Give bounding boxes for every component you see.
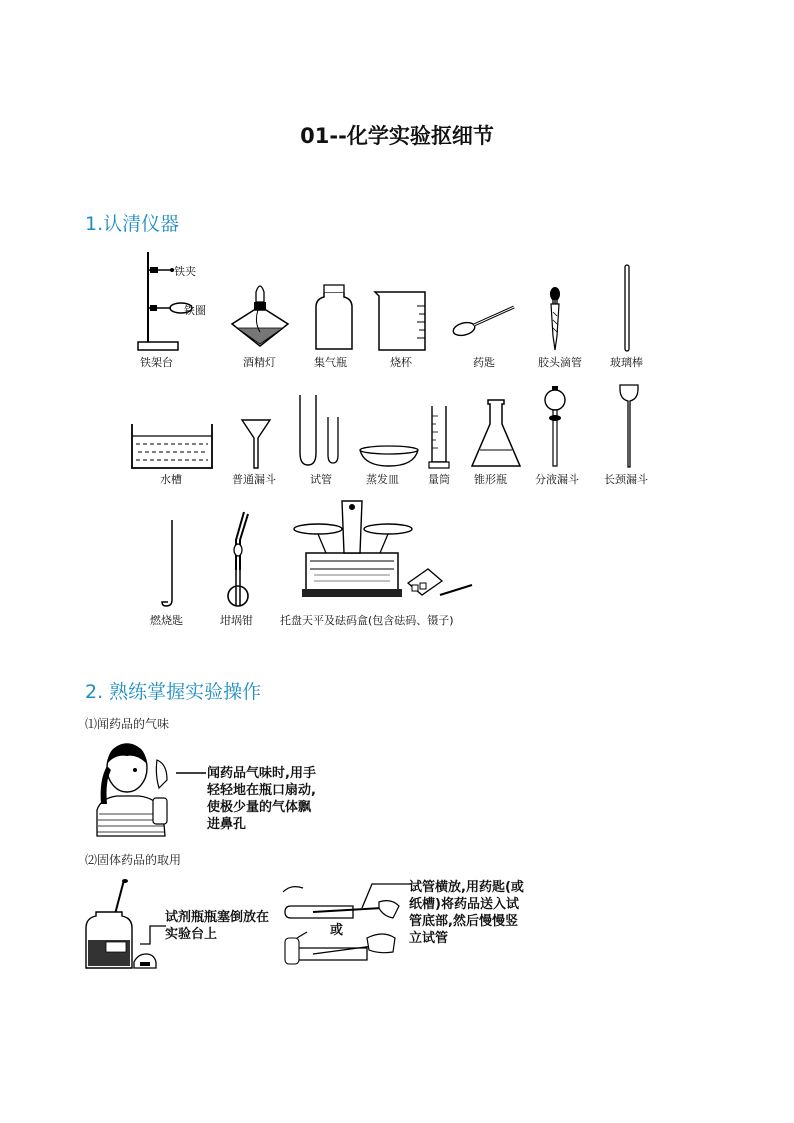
note-line: 实验台上	[165, 927, 218, 942]
instrument-label: 烧杯	[390, 356, 412, 369]
instrument-label: 试管	[310, 473, 332, 486]
or-text: 或	[330, 923, 344, 938]
note-line: 闻药品气味时,用手	[207, 766, 316, 781]
instrument-label: 燃烧匙	[150, 614, 183, 627]
op2-note-left	[165, 909, 269, 943]
note-line: 试剂瓶瓶塞倒放在	[165, 910, 270, 925]
beaker-icon	[373, 290, 431, 352]
water-trough-icon	[130, 422, 214, 470]
section-heading-instruments: 1.认清仪器	[85, 213, 180, 235]
instrument-label: 酒精灯	[243, 356, 276, 369]
long-neck-funnel-icon	[618, 383, 640, 469]
page-title: 01--化学实验抠细节	[300, 124, 494, 148]
label-iron-ring: 铁圈	[184, 304, 206, 317]
balance-icon	[290, 497, 476, 605]
glass-rod-icon	[622, 265, 632, 353]
note-line: 进鼻孔	[207, 817, 247, 832]
test-tube-icon	[298, 393, 342, 467]
funnel-icon	[240, 418, 272, 470]
separatory-funnel-icon	[540, 384, 570, 468]
graduated-cylinder-icon	[428, 404, 450, 470]
op1-note	[207, 765, 316, 833]
note-line: 轻轻地在瓶口扇动,	[207, 783, 316, 798]
instrument-label: 铁架台	[140, 356, 173, 369]
note-line: 试管横放,用药匙(或	[409, 880, 524, 895]
label-iron-clamp: 铁夹	[174, 265, 196, 278]
instrument-label: 蒸发皿	[366, 473, 399, 486]
pointer-line	[362, 880, 412, 910]
note-line: 立试管	[409, 931, 449, 946]
medicine-spoon-icon	[452, 303, 518, 339]
op2-note-right	[409, 879, 524, 947]
gas-bottle-icon	[314, 285, 354, 353]
pointer-line	[140, 922, 166, 946]
pointer-line	[176, 770, 206, 776]
note-line: 管底部,然后慢慢竖	[409, 914, 518, 929]
instrument-label: 药匙	[473, 356, 495, 369]
note-line: 使极少量的气体飘	[207, 800, 312, 815]
instrument-label: 胶头滴管	[538, 356, 582, 369]
instrument-label: 坩埚钳	[220, 614, 253, 627]
instrument-label: 集气瓶	[314, 356, 347, 369]
note-line: 纸槽)将药品送入试	[409, 897, 519, 912]
instrument-label: 锥形瓶	[474, 473, 507, 486]
instrument-label: 水槽	[160, 473, 182, 486]
combustion-spoon-icon	[160, 518, 180, 608]
alcohol-lamp-icon	[228, 280, 298, 350]
conical-flask-icon	[470, 398, 522, 470]
instrument-label: 分液漏斗	[535, 473, 579, 486]
instrument-label: 托盘天平及砝码盒(包含砝码、镊子)	[280, 614, 454, 627]
op2-label: ⑵固体药品的取用	[85, 853, 182, 867]
evaporating-dish-icon	[358, 444, 420, 468]
instrument-label: 玻璃棒	[610, 356, 643, 369]
dropper-icon	[545, 286, 565, 352]
instrument-label: 普通漏斗	[232, 473, 276, 486]
instrument-label: 量筒	[428, 473, 450, 486]
girl-smelling-illustration	[87, 740, 179, 836]
op1-label: ⑴闻药品的气味	[85, 717, 170, 731]
crucible-tongs-icon	[222, 510, 254, 610]
instrument-label: 长颈漏斗	[604, 473, 648, 486]
section-heading-operations: 2. 熟练掌握实验操作	[85, 681, 262, 703]
